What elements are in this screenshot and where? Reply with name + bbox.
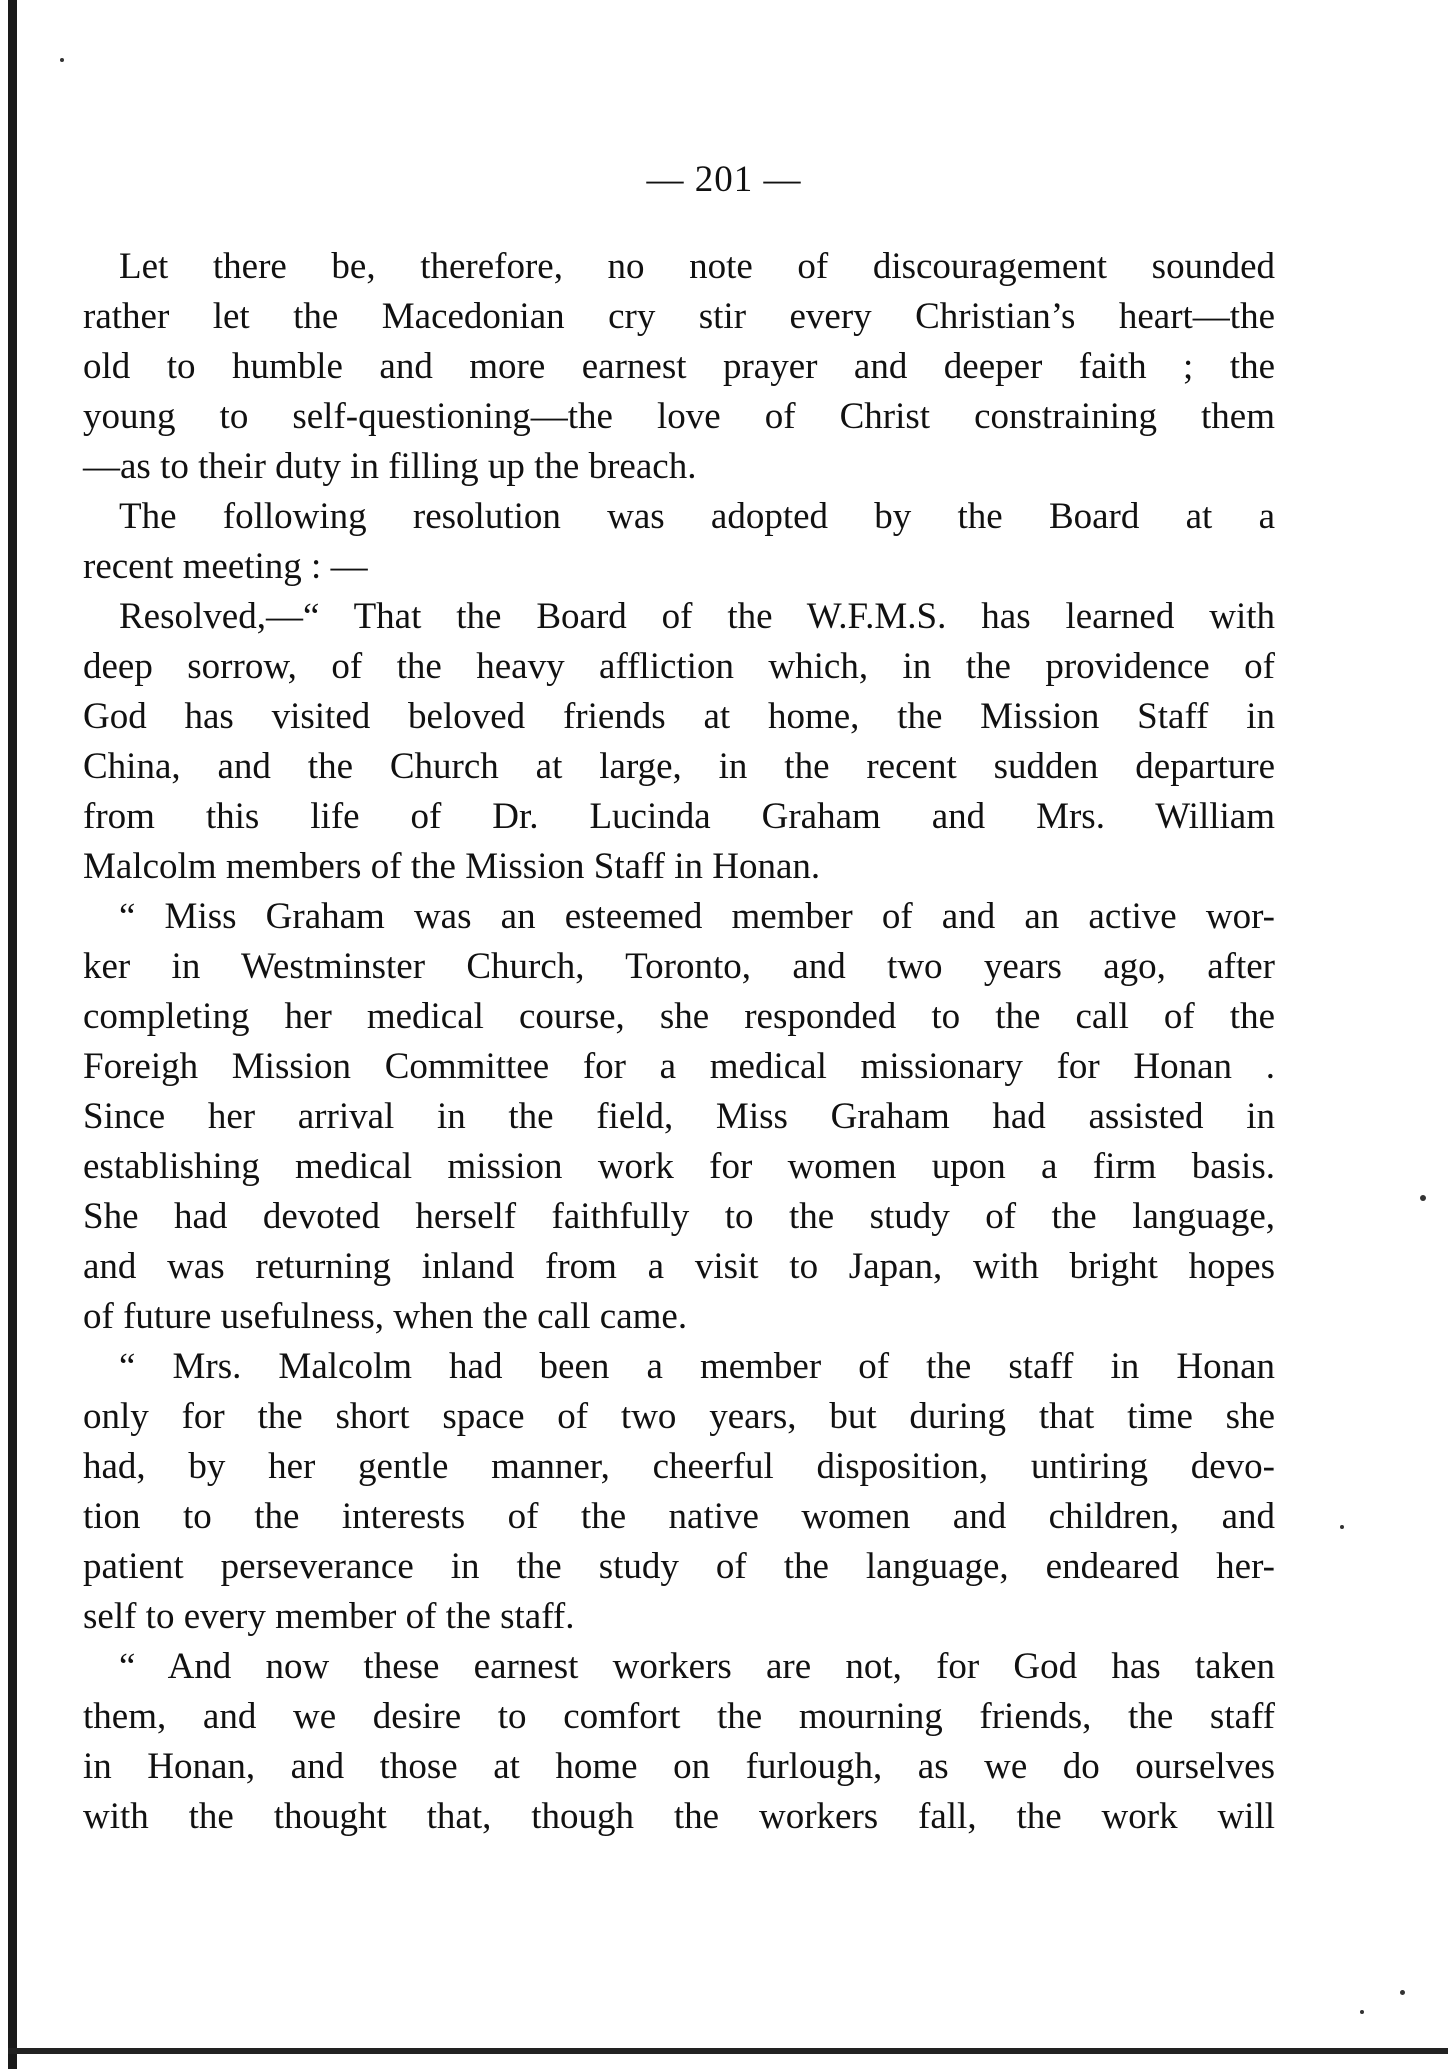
text-line: Let there be, therefore, no note of discouragement sounded <box>119 246 1275 287</box>
scan-speck <box>60 58 64 62</box>
scan-speck <box>1340 1525 1344 1529</box>
text-line: Foreigh Mission Committee for a medical missionary for Honan . <box>83 1046 1275 1087</box>
text-line: establishing medical mission work for women upon a firm basis. <box>83 1146 1275 1187</box>
text-line: She had devoted herself faithfully to the study of the language, <box>83 1196 1275 1237</box>
text-line: completing her medical course, she responded to the call of the <box>83 996 1275 1037</box>
text-line: ker in Westminster Church, Toronto, and two years ago, after <box>83 946 1275 987</box>
text-line: rather let the Macedonian cry stir every Christian’s heart—the <box>83 296 1275 337</box>
text-line: deep sorrow, of the heavy affliction which, in the providence of <box>83 646 1275 687</box>
text-line: tion to the interests of the native women and children, and <box>83 1496 1275 1537</box>
scan-speck <box>1420 1195 1426 1201</box>
text-line: “ And now these earnest workers are not, for God has taken <box>119 1646 1275 1687</box>
text-line: them, and we desire to comfort the mourning friends, the staff <box>83 1696 1275 1737</box>
scan-speck <box>1400 1990 1405 1995</box>
text-line: self to every member of the staff. <box>83 1596 575 1637</box>
text-line: Since her arrival in the field, Miss Graham had assisted in <box>83 1096 1275 1137</box>
text-line: in Honan, and those at home on furlough, as we do ourselves <box>83 1746 1275 1787</box>
text-line: of future usefulness, when the call came. <box>83 1296 688 1337</box>
text-line: The following resolution was adopted by the Board at a <box>119 496 1275 537</box>
text-line: —as to their duty in filling up the breach. <box>83 446 697 487</box>
text-line: old to humble and more earnest prayer and deeper faith ; the <box>83 346 1275 387</box>
text-line: only for the short space of two years, but during that time she <box>83 1396 1275 1437</box>
text-line: young to self-questioning—the love of Christ constraining them <box>83 396 1275 437</box>
text-line: “ Mrs. Malcolm had been a member of the staff in Honan <box>119 1346 1275 1387</box>
text-line: Resolved,—“ That the Board of the W.F.M.S. has learned with <box>119 596 1275 637</box>
page-number: — 201 — <box>646 159 802 200</box>
text-line: from this life of Dr. Lucinda Graham and Mrs. William <box>83 796 1275 837</box>
text-line: China, and the Church at large, in the recent sudden departure <box>83 746 1275 787</box>
text-line: had, by her gentle manner, cheerful disposition, untiring devo- <box>83 1446 1275 1487</box>
text-line: and was returning inland from a visit to Japan, with bright hopes <box>83 1246 1275 1287</box>
text-line: God has visited beloved friends at home, the Mission Staff in <box>83 696 1275 737</box>
text-line: patient perseverance in the study of the language, endeared her- <box>83 1546 1275 1587</box>
page-left-edge <box>8 0 17 2069</box>
page-bottom-edge <box>8 2048 1448 2054</box>
text-line: Malcolm members of the Mission Staff in Honan. <box>83 846 821 887</box>
text-line: with the thought that, though the workers fall, the work will <box>83 1796 1275 1837</box>
body-text <box>83 242 1275 1842</box>
scan-speck <box>1360 2010 1364 2014</box>
text-line: “ Miss Graham was an esteemed member of and an active wor- <box>119 896 1275 937</box>
text-line: recent meeting : — <box>83 546 368 587</box>
